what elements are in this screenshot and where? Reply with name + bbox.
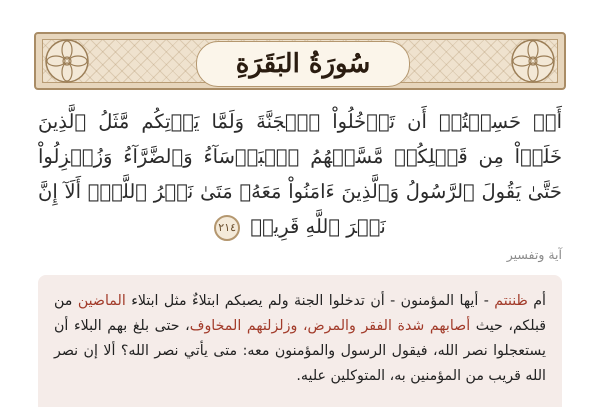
floral-medallion-icon — [44, 38, 90, 84]
surah-title: سُورَةُ البَقَرَةِ — [235, 49, 371, 79]
verse-text: أَمۡ حَسِبۡتُمۡ أَن تَدۡخُلُواْ ٱلۡجَنَّةَ وَلَمَّا يَأۡتِكُم مَّثَلُ ٱلَّذِينَ خَلَوۡاْ مِن قَبۡلِكُمۖ مَّسَّتۡهُمُ ٱلۡبَأۡسَآءُ وَٱلضَّرَّآءُ وَزُلۡزِلُواْ حَتَّىٰ يَقُولَ ٱلرَّسُولُ وَٱلَّذِينَ ءَامَنُواْ مَعَهُۥ مَتَىٰ نَصۡرُ ٱللَّهِۗ أَلَآ إِنَّ نَصۡرَ ٱللَّهِ قَرِيبٞ — [38, 110, 562, 238]
tafsir-text: أم — [527, 293, 546, 309]
ayah-number-marker: ٢١٤ — [214, 215, 240, 241]
tafsir-box — [38, 275, 562, 407]
surah-title-cartouche — [196, 41, 410, 87]
tafsir-highlight: ظننتم — [494, 293, 528, 309]
verse-text-block — [38, 104, 562, 244]
tafsir-highlight: الماضين — [77, 293, 126, 309]
floral-medallion-icon — [510, 38, 556, 84]
tafsir-text: ، حتى بلغ بهم البلاء أن يستعجلوا نصر الله، فيقول الرسول والمؤمنون معه: متى يأتي نصر الله؟ ألا إن نصر الله قريب من المؤمنين به، المتوكلين عليه. — [54, 318, 546, 384]
tafsir-highlight: أصابهم شدة الفقر والمرض، وزلزلتهم المخاوف — [189, 318, 471, 334]
tafsir-label: آية وتفسير — [506, 247, 562, 262]
tafsir-text: من قبلكم، حيث — [54, 293, 547, 334]
tafsir-text: - أيها المؤمنون - أن تدخلوا الجنة ولم يصبكم ابتلاءٌ مثل ابتلاء — [125, 293, 495, 309]
surah-header-banner — [34, 32, 566, 90]
